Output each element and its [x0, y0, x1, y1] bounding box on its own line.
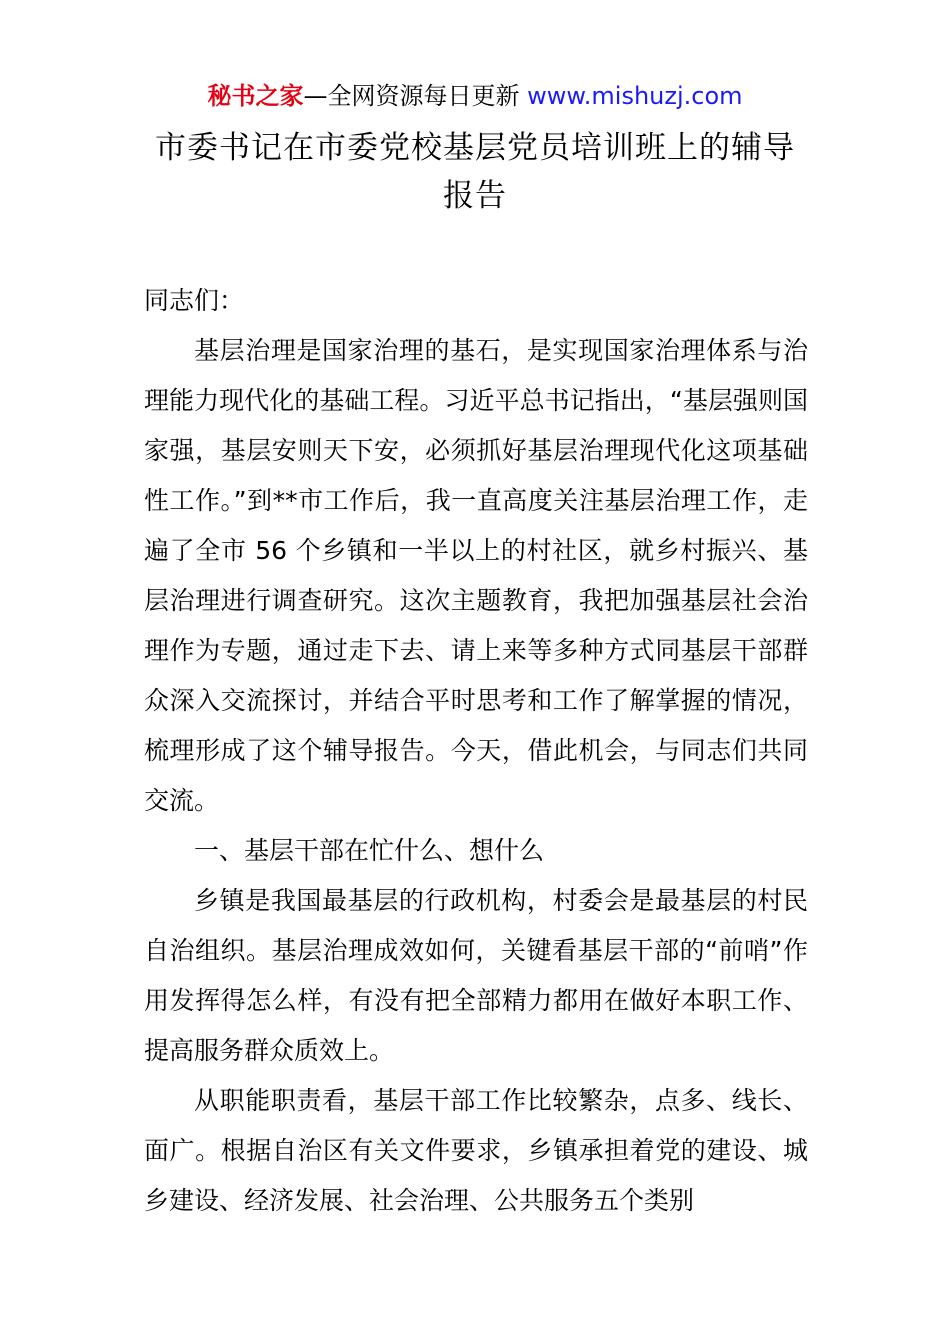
- paragraph-township: 乡镇是我国最基层的行政机构，村委会是最基层的村民自治组织。基层治理成效如何，关键看基层干部的“前哨”作用发挥得怎么样，有没有把全部精力都用在做好本职工作、提高服务群众质效上。: [144, 886, 808, 1065]
- site-header: [0, 82, 950, 110]
- site-brand: 秘书之家: [207, 82, 304, 110]
- site-tagline: —全网资源每日更新: [303, 82, 528, 110]
- salutation: 同志们：: [144, 286, 245, 315]
- paragraph-intro: 基层治理是国家治理的基石，是实现国家治理体系与治理能力现代化的基础工程。习近平总书记指出，“基层强则国家强，基层安则天下安，必须抓好基层治理现代化这项基础性工作。”到**市工作后，我一直高度关注基层治理工作，走遍了全市 56 个乡镇和一半以上的村社区，就乡村振兴、基层治理进行调查研究。这次主题教育，我把加强基层社会治理作为专题，通过走下去、请上来等多种方式同基层干部群众深入交流探讨，并结合平时思考和工作了解掌握的情况，梳理形成了这个辅导报告。今天，借此机会，与同志们共同交流。: [144, 336, 808, 815]
- site-url-link[interactable]: www.mishuzj.com: [527, 82, 743, 110]
- document-body: [144, 276, 808, 1226]
- section-heading: 一、基层干部在忙什么、想什么: [194, 836, 545, 865]
- paragraph-duties: 从职能职责看，基层干部工作比较繁杂，点多、线长、面广。根据自治区有关文件要求，乡镇承担着党的建设、城乡建设、经济发展、社会治理、公共服务五个类别: [144, 1086, 808, 1215]
- document-title: 市委书记在市委党校基层党员培训班上的辅导报告: [155, 130, 795, 214]
